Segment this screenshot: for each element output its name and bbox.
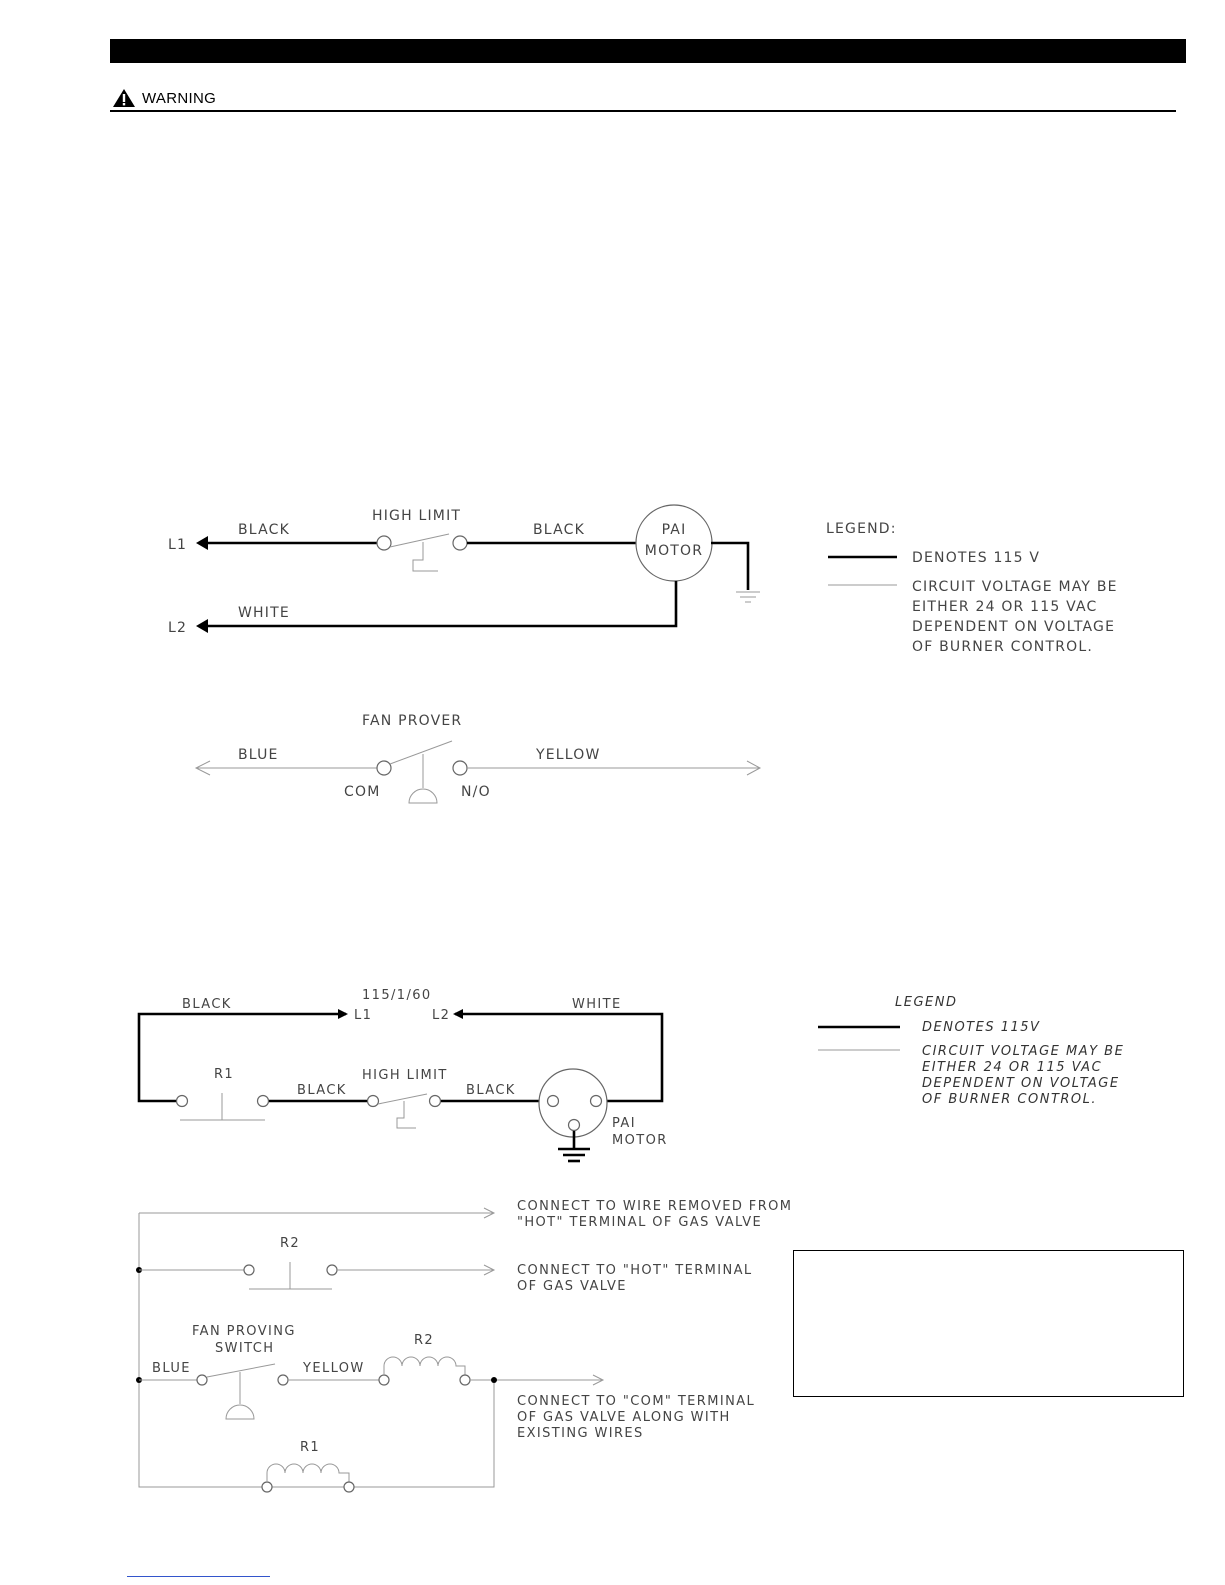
fan-prover-blade xyxy=(390,741,452,764)
r1-coil-terminal-right xyxy=(344,1482,354,1492)
legend1-title: LEGEND: xyxy=(826,521,897,537)
label-connect-hot-1: CONNECT TO "HOT" TERMINAL xyxy=(517,1263,753,1278)
l2-arrow xyxy=(453,1009,463,1019)
high-limit-terminal-left xyxy=(368,1096,379,1107)
r1-coil-terminal-left xyxy=(262,1482,272,1492)
label-connect-com-1: CONNECT TO "COM" TERMINAL xyxy=(517,1394,756,1409)
fan-switch-terminal-right xyxy=(278,1375,288,1385)
label-l2: L2 xyxy=(168,620,188,636)
label-wire-black-1: BLACK xyxy=(238,522,291,538)
label-wire-black-2: BLACK xyxy=(533,522,586,538)
label-wire-blue: BLUE xyxy=(238,747,279,763)
high-limit-terminal-right xyxy=(430,1096,441,1107)
r1-coil xyxy=(267,1464,349,1482)
fan-switch-blade xyxy=(207,1364,275,1377)
label-l1: L1 xyxy=(168,537,188,553)
high-limit-symbol xyxy=(413,542,438,571)
legend2-thin-desc-2: EITHER 24 OR 115 VAC xyxy=(922,1060,1103,1075)
label-wire-black-mid2: BLACK xyxy=(466,1083,516,1098)
warning-label: WARNING xyxy=(142,89,217,107)
label-high-limit: HIGH LIMIT xyxy=(372,508,462,524)
label-connect-removed-2: "HOT" TERMINAL OF GAS VALVE xyxy=(517,1215,763,1230)
fan-switch-terminal-left xyxy=(197,1375,207,1385)
motor-terminal-left xyxy=(548,1096,559,1107)
junction-dot xyxy=(491,1377,497,1383)
legend2-thin-desc-4: OF BURNER CONTROL. xyxy=(922,1092,1098,1107)
label-r2-contact: R2 xyxy=(280,1236,301,1251)
legend2-thick-desc: DENOTES 115V xyxy=(922,1020,1041,1035)
l1-arrow xyxy=(338,1009,348,1019)
legend1-thin-desc-4: OF BURNER CONTROL. xyxy=(912,639,1094,655)
r1-contact-terminal-right xyxy=(258,1096,269,1107)
high-limit-blade xyxy=(390,534,449,547)
label-connect-com-2: OF GAS VALVE ALONG WITH xyxy=(517,1410,731,1425)
label-fan-proving-1: FAN PROVING xyxy=(192,1324,296,1339)
label-connect-com-3: EXISTING WIRES xyxy=(517,1426,644,1441)
r2-coil-terminal-left xyxy=(379,1375,389,1385)
motor-terminal-ground xyxy=(569,1120,580,1131)
r2-coil xyxy=(384,1357,465,1375)
fan-prover-com-terminal xyxy=(377,761,391,775)
label-wire-black-mid1: BLACK xyxy=(297,1083,347,1098)
fan-switch-actuator xyxy=(226,1372,254,1419)
label-com: COM xyxy=(344,784,381,800)
label-wire-yellow: YELLOW xyxy=(536,747,601,763)
wire-ground xyxy=(711,543,748,590)
label-no: N/O xyxy=(461,784,491,800)
label-wire-white-top: WHITE xyxy=(572,997,622,1012)
high-limit-symbol xyxy=(397,1101,416,1128)
r1-contact-terminal-left xyxy=(177,1096,188,1107)
label-wire-black-top: BLACK xyxy=(182,997,232,1012)
label-motor-line1: PAI xyxy=(612,1116,636,1131)
fan-prover-actuator xyxy=(409,754,437,803)
diagram-1 xyxy=(168,505,760,803)
legend1-thin-desc-3: DEPENDENT ON VOLTAGE xyxy=(912,619,1116,635)
high-limit-terminal-right xyxy=(453,536,467,550)
r2-coil-terminal-right xyxy=(460,1375,470,1385)
label-supply: 115/1/60 xyxy=(362,988,432,1003)
label-r1-coil: R1 xyxy=(300,1440,321,1455)
label-motor-line2: MOTOR xyxy=(644,543,704,559)
legend1-thin-desc-1: CIRCUIT VOLTAGE MAY BE xyxy=(912,579,1118,595)
label-r1: R1 xyxy=(214,1067,235,1082)
label-fan-prover: FAN PROVER xyxy=(362,713,463,729)
high-limit-terminal-left xyxy=(377,536,391,550)
label-r2-coil: R2 xyxy=(414,1333,435,1348)
r2-contact-terminal-right xyxy=(327,1265,337,1275)
r2-contact-terminal-left xyxy=(244,1265,254,1275)
note-box xyxy=(793,1250,1184,1397)
label-motor-line1: PAI xyxy=(661,522,687,538)
fan-prover-no-terminal xyxy=(453,761,467,775)
legend2-title: LEGEND xyxy=(895,995,958,1010)
label-wire-blue: BLUE xyxy=(152,1361,191,1376)
legend-1 xyxy=(826,521,1118,655)
label-wire-yellow: YELLOW xyxy=(303,1361,365,1376)
label-l2: L2 xyxy=(432,1008,451,1023)
legend-2 xyxy=(818,995,1124,1107)
label-fan-proving-2: SWITCH xyxy=(215,1341,275,1356)
label-high-limit: HIGH LIMIT xyxy=(362,1068,448,1083)
label-connect-removed-1: CONNECT TO WIRE REMOVED FROM xyxy=(517,1199,793,1214)
label-connect-hot-2: OF GAS VALVE xyxy=(517,1279,627,1294)
r1-contact-symbol xyxy=(180,1093,265,1120)
motor-terminal-right xyxy=(591,1096,602,1107)
label-motor-line2: MOTOR xyxy=(612,1133,668,1148)
label-wire-white: WHITE xyxy=(238,605,290,621)
legend2-thin-desc-3: DEPENDENT ON VOLTAGE xyxy=(922,1076,1120,1091)
footer-link-underline[interactable] xyxy=(127,1576,270,1577)
diagram-2 xyxy=(136,988,792,1492)
legend2-thin-desc-1: CIRCUIT VOLTAGE MAY BE xyxy=(922,1044,1125,1059)
high-limit-blade xyxy=(378,1094,427,1104)
legend1-thin-desc-2: EITHER 24 OR 115 VAC xyxy=(912,599,1098,615)
r2-contact-symbol xyxy=(249,1262,332,1289)
label-l1: L1 xyxy=(354,1008,373,1023)
legend1-thick-desc: DENOTES 115 V xyxy=(912,550,1041,566)
